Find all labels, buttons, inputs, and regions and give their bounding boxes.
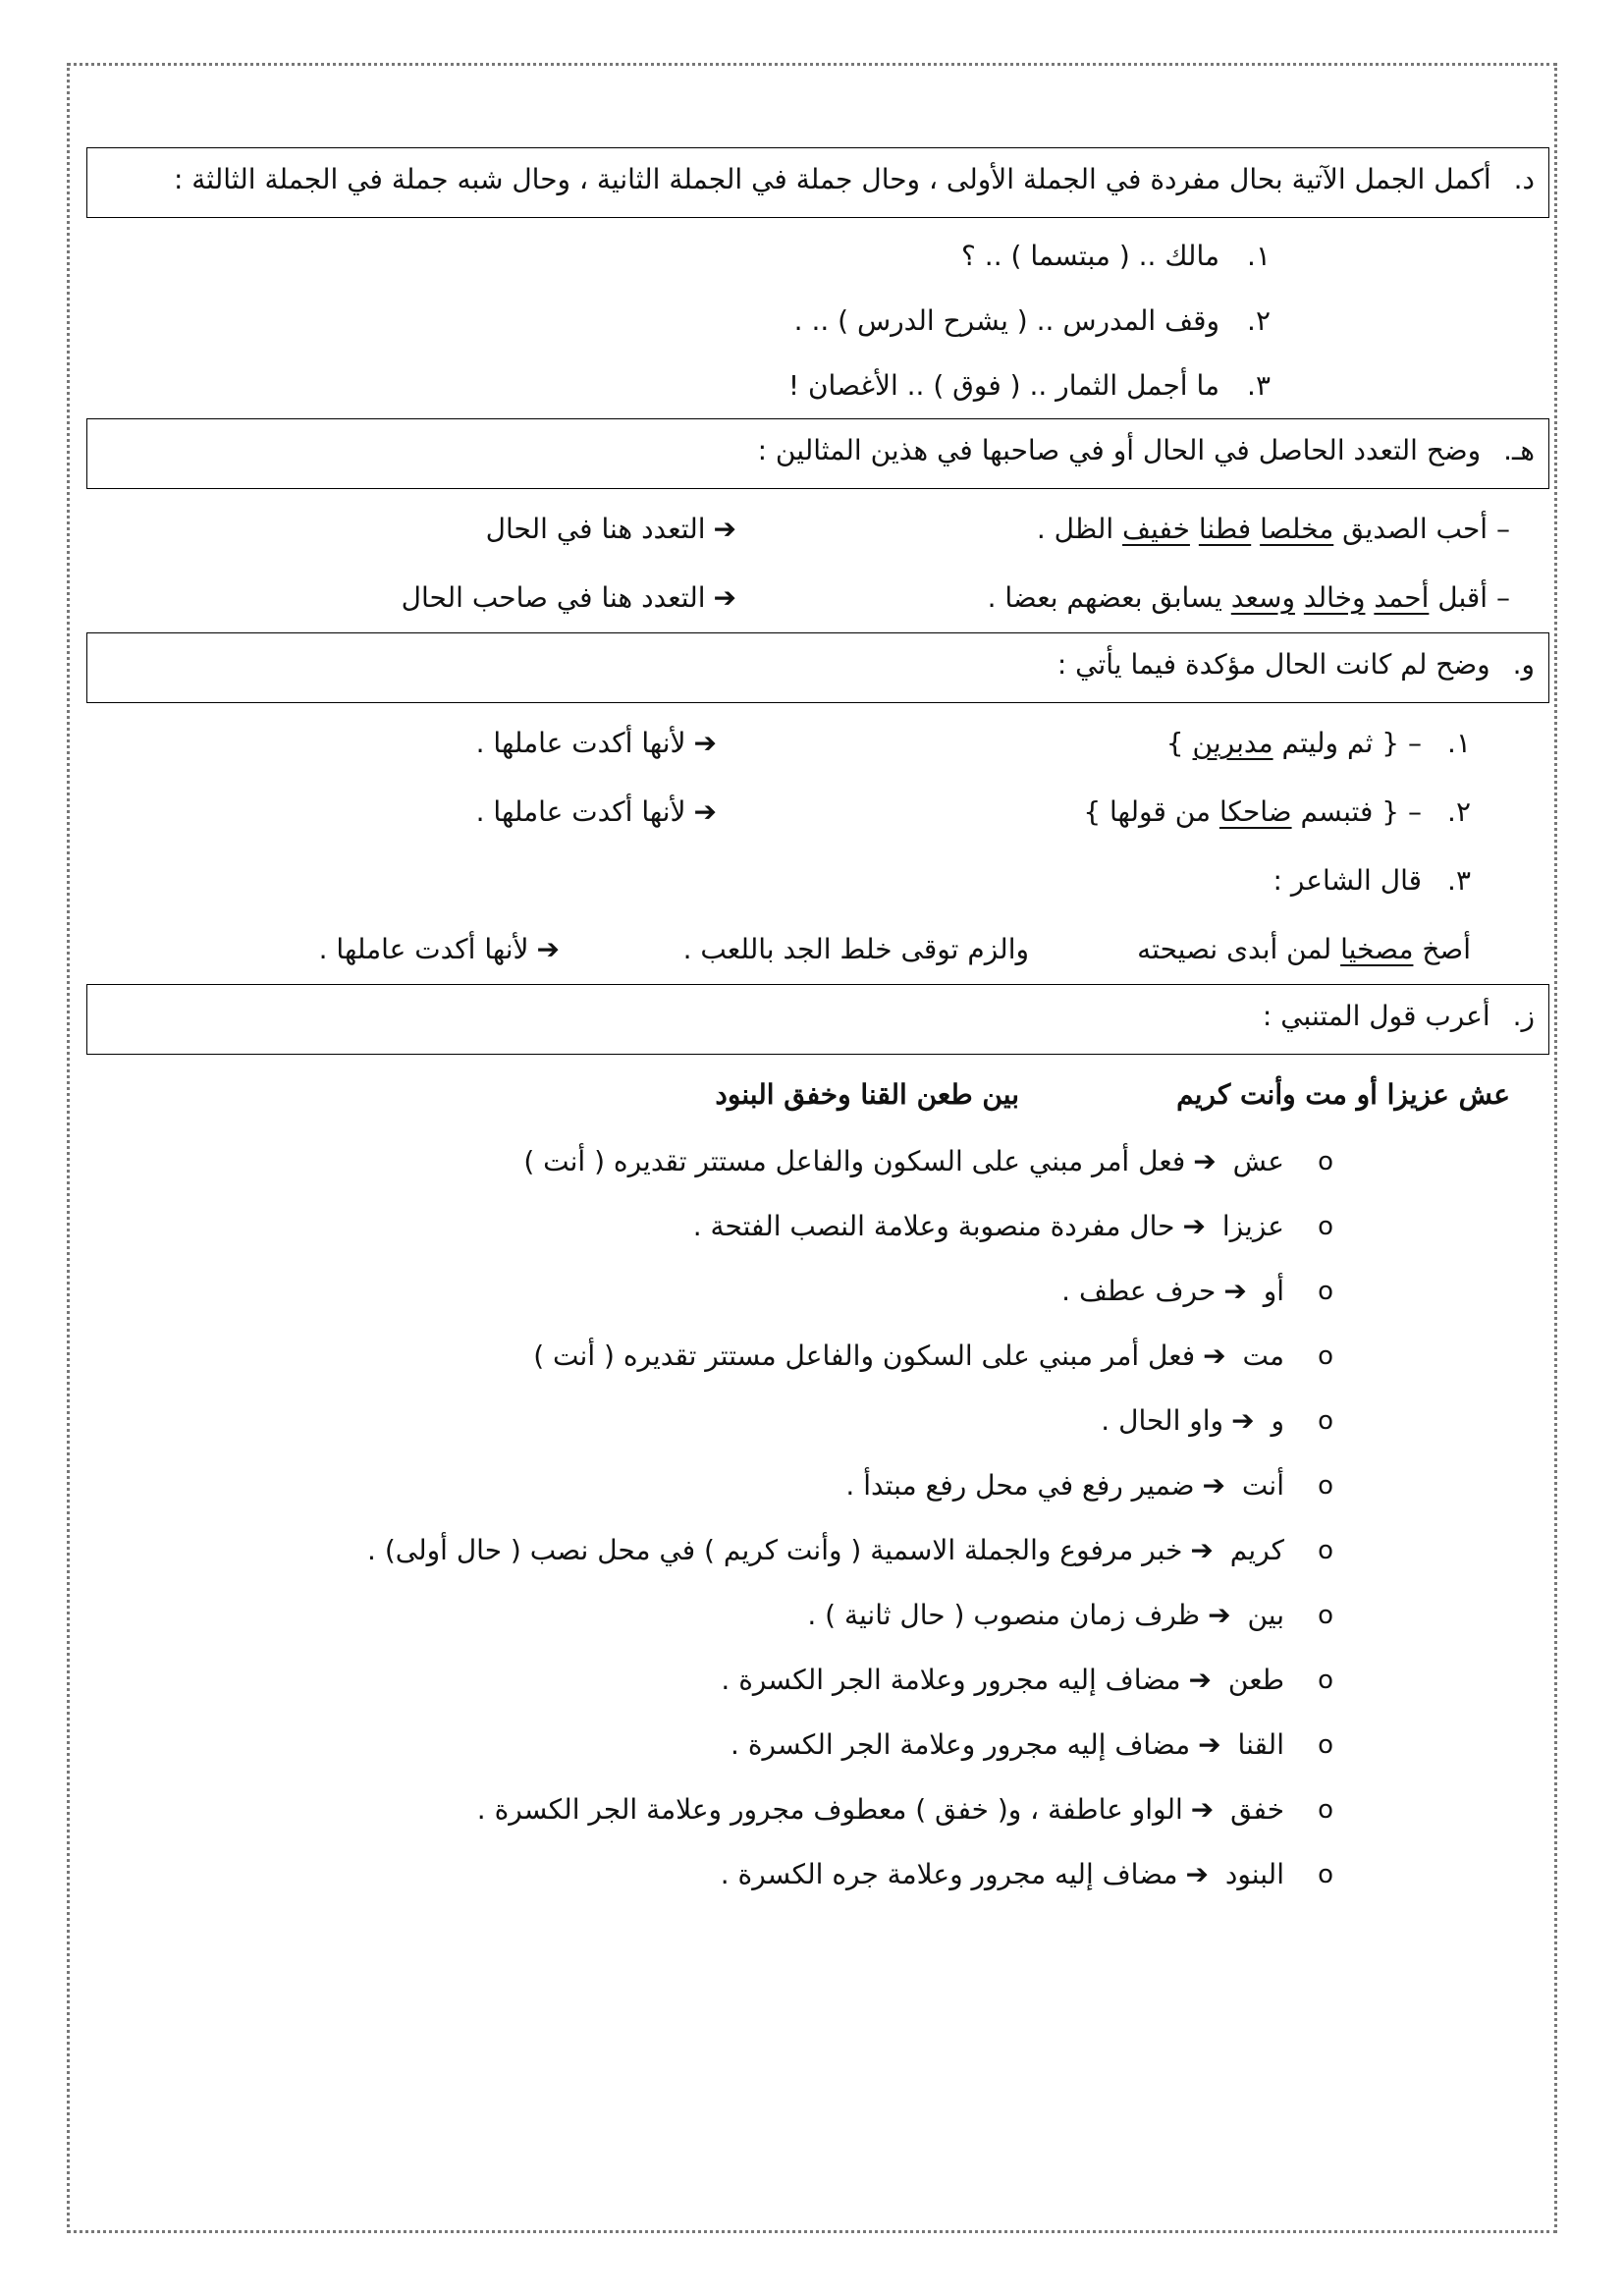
bullet-icon: o xyxy=(1318,1212,1333,1241)
item-number: ٣. xyxy=(1447,864,1471,897)
sentence-part: يسابق بعضهم بعضا . xyxy=(987,581,1222,614)
arrow-icon: ➔ xyxy=(713,513,736,545)
parsed-word: عش xyxy=(1232,1145,1284,1177)
bullet-icon: o xyxy=(1318,1536,1333,1565)
section-w-instruction: وضح لم كانت الحال مؤكدة فيما يأتي : xyxy=(1056,648,1490,681)
item-number: ٢. xyxy=(1247,304,1271,337)
list-item xyxy=(86,709,1549,778)
section-w-label: و. xyxy=(1512,648,1535,681)
list-item xyxy=(86,289,1549,354)
arrow-icon: ➔ xyxy=(1203,1339,1226,1372)
parse-text xyxy=(1101,1389,1284,1453)
parsed-word: خفق xyxy=(1230,1793,1284,1826)
list-item xyxy=(86,1259,1549,1324)
parse-description: خبر مرفوع والجملة الاسمية ( وأنت كريم ) في محل نصب ( حال أولى) . xyxy=(367,1534,1183,1566)
parse-description: فعل أمر مبني على السكون والفاعل مستتر تقديره ( أنت ) xyxy=(523,1145,1186,1177)
parsed-word: عزيزا xyxy=(1221,1210,1284,1242)
bullet-icon: o xyxy=(1318,1471,1333,1501)
arrow-icon: ➔ xyxy=(1185,1858,1209,1890)
parse-text xyxy=(721,1648,1284,1713)
parsed-word: كريم xyxy=(1229,1534,1284,1566)
parse-description: مضاف إليه مجرور وعلامة الجر الكسرة . xyxy=(721,1664,1181,1696)
list-item xyxy=(86,1518,1549,1583)
poem-line xyxy=(86,915,1549,984)
arrow-icon: ➔ xyxy=(1198,1728,1221,1761)
sentence-part: الظل . xyxy=(1036,513,1114,545)
dash: – xyxy=(1496,581,1510,614)
section-h-instruction: وضح التعدد الحاصل في الحال أو في صاحبها في هذين المثالين : xyxy=(757,434,1482,466)
parse-description: ظرف زمان منصوب ( حال ثانية ) . xyxy=(807,1599,1201,1631)
worksheet xyxy=(86,147,1549,1907)
answer-text: لأنها أكدت عاملها . xyxy=(475,727,686,759)
sentence-part: لمن أبدى نصيحته xyxy=(1137,933,1332,965)
parse-text xyxy=(1061,1259,1284,1324)
underlined-word: فطنا xyxy=(1198,513,1252,545)
underlined-word: وسعد xyxy=(1230,581,1295,614)
item-number: ١. xyxy=(1447,727,1471,759)
item-answer xyxy=(476,709,725,778)
parse-text xyxy=(731,1713,1284,1777)
sentence-part: – { ثم وليتم xyxy=(1281,727,1422,759)
parse-text xyxy=(693,1194,1284,1259)
section-w-box xyxy=(86,632,1549,703)
parse-description: حال مفردة منصوبة وعلامة النصب الفتحة . xyxy=(692,1210,1175,1242)
list-item xyxy=(86,1453,1549,1518)
arrow-icon: ➔ xyxy=(1193,1145,1217,1177)
item-number: ٣. xyxy=(1247,369,1271,402)
list-item xyxy=(86,224,1549,289)
arrow-icon: ➔ xyxy=(1190,1793,1215,1826)
example-answer xyxy=(486,495,744,564)
parsed-word: أو xyxy=(1263,1275,1284,1307)
section-d-box xyxy=(86,147,1549,218)
example-row xyxy=(86,495,1549,564)
parse-description: حرف عطف . xyxy=(1061,1275,1217,1307)
parse-description: الواو عاطفة ، و( خفق ) معطوف مجرور وعلامة الجر الكسرة . xyxy=(476,1793,1183,1826)
parse-text xyxy=(721,1842,1284,1907)
item-answer xyxy=(476,778,725,847)
bullet-icon: o xyxy=(1318,1277,1333,1306)
list-item xyxy=(86,1713,1549,1777)
list-item xyxy=(86,1389,1549,1453)
example-sentence xyxy=(988,564,1510,632)
bullet-icon: o xyxy=(1318,1666,1333,1695)
parsed-word: القنا xyxy=(1237,1728,1284,1761)
arrow-icon: ➔ xyxy=(1188,1664,1212,1696)
poem-first-half xyxy=(1137,915,1471,984)
item-number: ٢. xyxy=(1447,795,1471,828)
list-item xyxy=(86,1324,1549,1389)
item-number: ١. xyxy=(1247,240,1271,272)
parse-description: فعل أمر مبني على السكون والفاعل مستتر تقديره ( أنت ) xyxy=(533,1339,1196,1372)
list-item xyxy=(86,778,1549,847)
arrow-icon: ➔ xyxy=(1190,1534,1214,1566)
parse-text xyxy=(533,1324,1284,1389)
section-z-label: ز. xyxy=(1512,1000,1535,1032)
list-item xyxy=(86,1583,1549,1648)
item-text: ما أجمل الثمار .. ( فوق ) .. الأغصان ! xyxy=(787,369,1219,402)
answer-text: التعدد هنا في الحال xyxy=(485,513,706,545)
parse-description: ضمير رفع في محل رفع مبتدأ . xyxy=(845,1469,1195,1502)
list-item xyxy=(86,1129,1549,1194)
parsed-word: مت xyxy=(1242,1339,1284,1372)
bullet-icon: o xyxy=(1318,1601,1333,1630)
section-d-label: د. xyxy=(1513,163,1535,195)
list-item xyxy=(86,354,1549,418)
item-text: قال الشاعر : xyxy=(1272,864,1422,897)
arrow-icon: ➔ xyxy=(1231,1404,1255,1437)
underlined-word: خفيف xyxy=(1122,513,1190,545)
parse-text xyxy=(845,1453,1284,1518)
section-z-instruction: أعرب قول المتنبي : xyxy=(1262,1000,1490,1032)
poem-second-half: والزم توقى خلط الجد باللعب . xyxy=(682,933,1029,965)
bullet-icon: o xyxy=(1318,1860,1333,1889)
list-item xyxy=(86,847,1549,915)
list-item xyxy=(86,1194,1549,1259)
arrow-icon: ➔ xyxy=(713,581,736,614)
parsed-word: البنود xyxy=(1224,1858,1284,1890)
item-text xyxy=(1166,709,1422,778)
parsed-word: طعن xyxy=(1227,1664,1284,1696)
parsed-word: أنت xyxy=(1241,1469,1284,1502)
answer-text: لأنها أكدت عاملها . xyxy=(475,795,686,828)
sentence-part: – { فتبسم xyxy=(1300,795,1422,828)
arrow-icon: ➔ xyxy=(1202,1469,1226,1502)
list-item xyxy=(86,1648,1549,1713)
sentence-part: من قولها } xyxy=(1083,795,1212,828)
parse-text xyxy=(367,1518,1284,1583)
underlined-word: مخلصا xyxy=(1260,513,1334,545)
arrow-icon: ➔ xyxy=(693,727,717,759)
bullet-icon: o xyxy=(1318,1795,1333,1825)
example-row xyxy=(86,564,1549,632)
bullet-icon: o xyxy=(1318,1406,1333,1436)
answer-text: لأنها أكدت عاملها . xyxy=(318,933,529,965)
bullet-icon: o xyxy=(1318,1341,1333,1371)
arrow-icon: ➔ xyxy=(536,933,560,965)
section-z-box xyxy=(86,984,1549,1055)
arrow-icon: ➔ xyxy=(1182,1210,1206,1242)
section-h-box xyxy=(86,418,1549,489)
underlined-word: مصخيا xyxy=(1340,933,1414,965)
item-text xyxy=(1083,778,1422,847)
verse-line xyxy=(86,1061,1549,1129)
sentence-part: أقبل xyxy=(1437,581,1489,614)
sentence-part: أصخ xyxy=(1422,933,1471,965)
parsing-list xyxy=(86,1129,1549,1907)
sentence-part: } xyxy=(1165,727,1184,759)
parse-text xyxy=(477,1777,1284,1842)
bullet-icon: o xyxy=(1318,1730,1333,1760)
poem-answer xyxy=(319,915,568,984)
underlined-word: مدبرين xyxy=(1192,727,1273,759)
parse-text xyxy=(807,1583,1284,1648)
underlined-word: وخالد xyxy=(1303,581,1366,614)
sentence-part: أحب الصديق xyxy=(1342,513,1489,545)
parsed-word: و xyxy=(1271,1404,1284,1437)
underlined-word: أحمد xyxy=(1374,581,1430,614)
arrow-icon: ➔ xyxy=(1208,1599,1231,1631)
answer-text: التعدد هنا في صاحب الحال xyxy=(401,581,706,614)
parse-description: مضاف إليه مجرور وعلامة جره الكسرة . xyxy=(720,1858,1178,1890)
dash: – xyxy=(1496,513,1510,545)
bullet-icon: o xyxy=(1318,1147,1333,1176)
arrow-icon: ➔ xyxy=(693,795,717,828)
list-item xyxy=(86,1842,1549,1907)
parsed-word: بين xyxy=(1247,1599,1284,1631)
underlined-word: ضاحكا xyxy=(1218,795,1292,828)
item-text: وقف المدرس .. ( يشرح الدرس ) .. . xyxy=(793,304,1219,337)
section-d-instruction: أكمل الجمل الآتية بحال مفردة في الجملة الأولى ، وحال جملة في الجملة الثانية ، وحال شبه جملة في الجملة الثالثة : xyxy=(173,163,1491,195)
arrow-icon: ➔ xyxy=(1223,1275,1247,1307)
parse-text xyxy=(523,1129,1284,1194)
list-item xyxy=(86,1777,1549,1842)
item-text: مالك .. ( مبتسما ) .. ؟ xyxy=(961,240,1219,272)
parse-description: مضاف إليه مجرور وعلامة الجر الكسرة . xyxy=(731,1728,1191,1761)
verse-first-half: عش عزيزا أو مت وأنت كريم xyxy=(1176,1078,1510,1111)
verse-second-half: بين طعن القنا وخفق البنود xyxy=(715,1078,1019,1111)
section-h-label: هـ. xyxy=(1503,434,1535,466)
parse-description: واو الحال . xyxy=(1101,1404,1224,1437)
example-sentence xyxy=(1037,495,1510,564)
example-answer xyxy=(402,564,744,632)
